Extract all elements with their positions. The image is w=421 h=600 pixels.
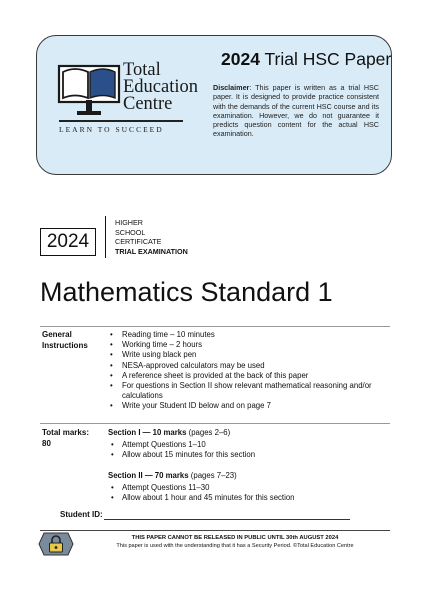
logo-divider bbox=[59, 120, 183, 122]
logo-wordmark bbox=[123, 62, 198, 113]
student-id-field[interactable] bbox=[104, 519, 350, 520]
general-instructions-label bbox=[42, 330, 88, 351]
exam-year-box: 2024 bbox=[40, 228, 96, 256]
tec-logo bbox=[53, 56, 199, 156]
cert-line-school: SCHOOL bbox=[115, 227, 146, 237]
trial-title bbox=[221, 49, 391, 70]
cert-line-higher: HIGHER bbox=[115, 218, 143, 227]
disclaimer-label: Disclaimer bbox=[213, 83, 250, 92]
marks-divider bbox=[40, 423, 390, 424]
trial-title-text: Trial HSC Paper bbox=[264, 49, 392, 69]
section-2-pages: (pages 7–23) bbox=[188, 471, 237, 480]
disclaimer bbox=[213, 83, 379, 139]
section-2-item: • Allow about 1 hour and 45 minutes for this section bbox=[110, 493, 370, 503]
year-divider bbox=[105, 216, 106, 258]
instruction-item: • Write using black pen bbox=[108, 350, 388, 360]
section-1-item: • Allow about 15 minutes for this section bbox=[110, 450, 370, 460]
trial-year: 2024 bbox=[221, 49, 260, 69]
security-notice: THIS PAPER CANNOT BE RELEASED IN PUBLIC UNTIL 30th AUGUST 2024 bbox=[131, 535, 339, 541]
instruction-item: • Write your Student ID below and on page 7 bbox=[108, 401, 388, 411]
general-instructions-list bbox=[108, 330, 388, 412]
section-2-heading bbox=[108, 471, 237, 481]
section-2-title: Section II — 70 marks bbox=[108, 471, 189, 480]
section-2-list bbox=[110, 483, 370, 503]
total-marks-label bbox=[42, 428, 89, 449]
logo-line-3: Centre bbox=[123, 94, 173, 114]
instruction-item: • A reference sheet is provided at the back of this paper bbox=[108, 371, 388, 381]
security-note: This paper is used with the understanding that it has a Security Period. ©Total Education Centre bbox=[116, 543, 354, 549]
cert-line-certificate: CERTIFICATE bbox=[115, 237, 162, 246]
instructions-divider bbox=[40, 326, 390, 327]
gen-label-line-2: Instructions bbox=[42, 340, 88, 350]
instruction-item: • Working time – 2 hours bbox=[108, 340, 388, 350]
footer-divider bbox=[40, 530, 390, 531]
logo-line-1: Total bbox=[123, 60, 161, 80]
instruction-item: • Reading time – 10 minutes bbox=[108, 330, 388, 340]
instruction-item: • For questions in Section II show relevant mathematical reasoning and/or calculations bbox=[108, 381, 388, 401]
section-1-item: • Attempt Questions 1–10 bbox=[110, 440, 370, 450]
certificate-lines bbox=[115, 218, 188, 256]
lock-shield-icon bbox=[38, 531, 74, 557]
gen-label-line-1: General bbox=[42, 330, 72, 339]
logo-line-2: Education bbox=[123, 77, 199, 97]
total-marks-value: 80 bbox=[42, 438, 51, 448]
section-2-item: • Attempt Questions 11–30 bbox=[110, 483, 370, 493]
header-box bbox=[36, 35, 392, 175]
section-1-title: Section I — 10 marks bbox=[108, 428, 187, 437]
disclaimer-text: : This paper is written as a trial HSC paper. It is designed to provide practice consistent with the demands of the current HSC course and its examination. However, we do not guarantee it predicts question content for the actual HSC examination. bbox=[213, 83, 379, 139]
section-1-heading bbox=[108, 428, 230, 438]
section-1-list bbox=[110, 440, 370, 460]
instruction-item: • NESA-approved calculators may be used bbox=[108, 361, 388, 371]
cert-line-trial: TRIAL EXAMINATION bbox=[115, 246, 188, 256]
exam-title: Mathematics Standard 1 bbox=[40, 277, 333, 307]
total-marks-text: Total marks: bbox=[42, 428, 89, 437]
student-id-label: Student ID: bbox=[60, 510, 103, 519]
logo-tagline: LEARN TO SUCCEED bbox=[59, 125, 164, 134]
open-book-icon bbox=[57, 60, 121, 116]
section-1-pages: (pages 2–6) bbox=[186, 428, 231, 437]
